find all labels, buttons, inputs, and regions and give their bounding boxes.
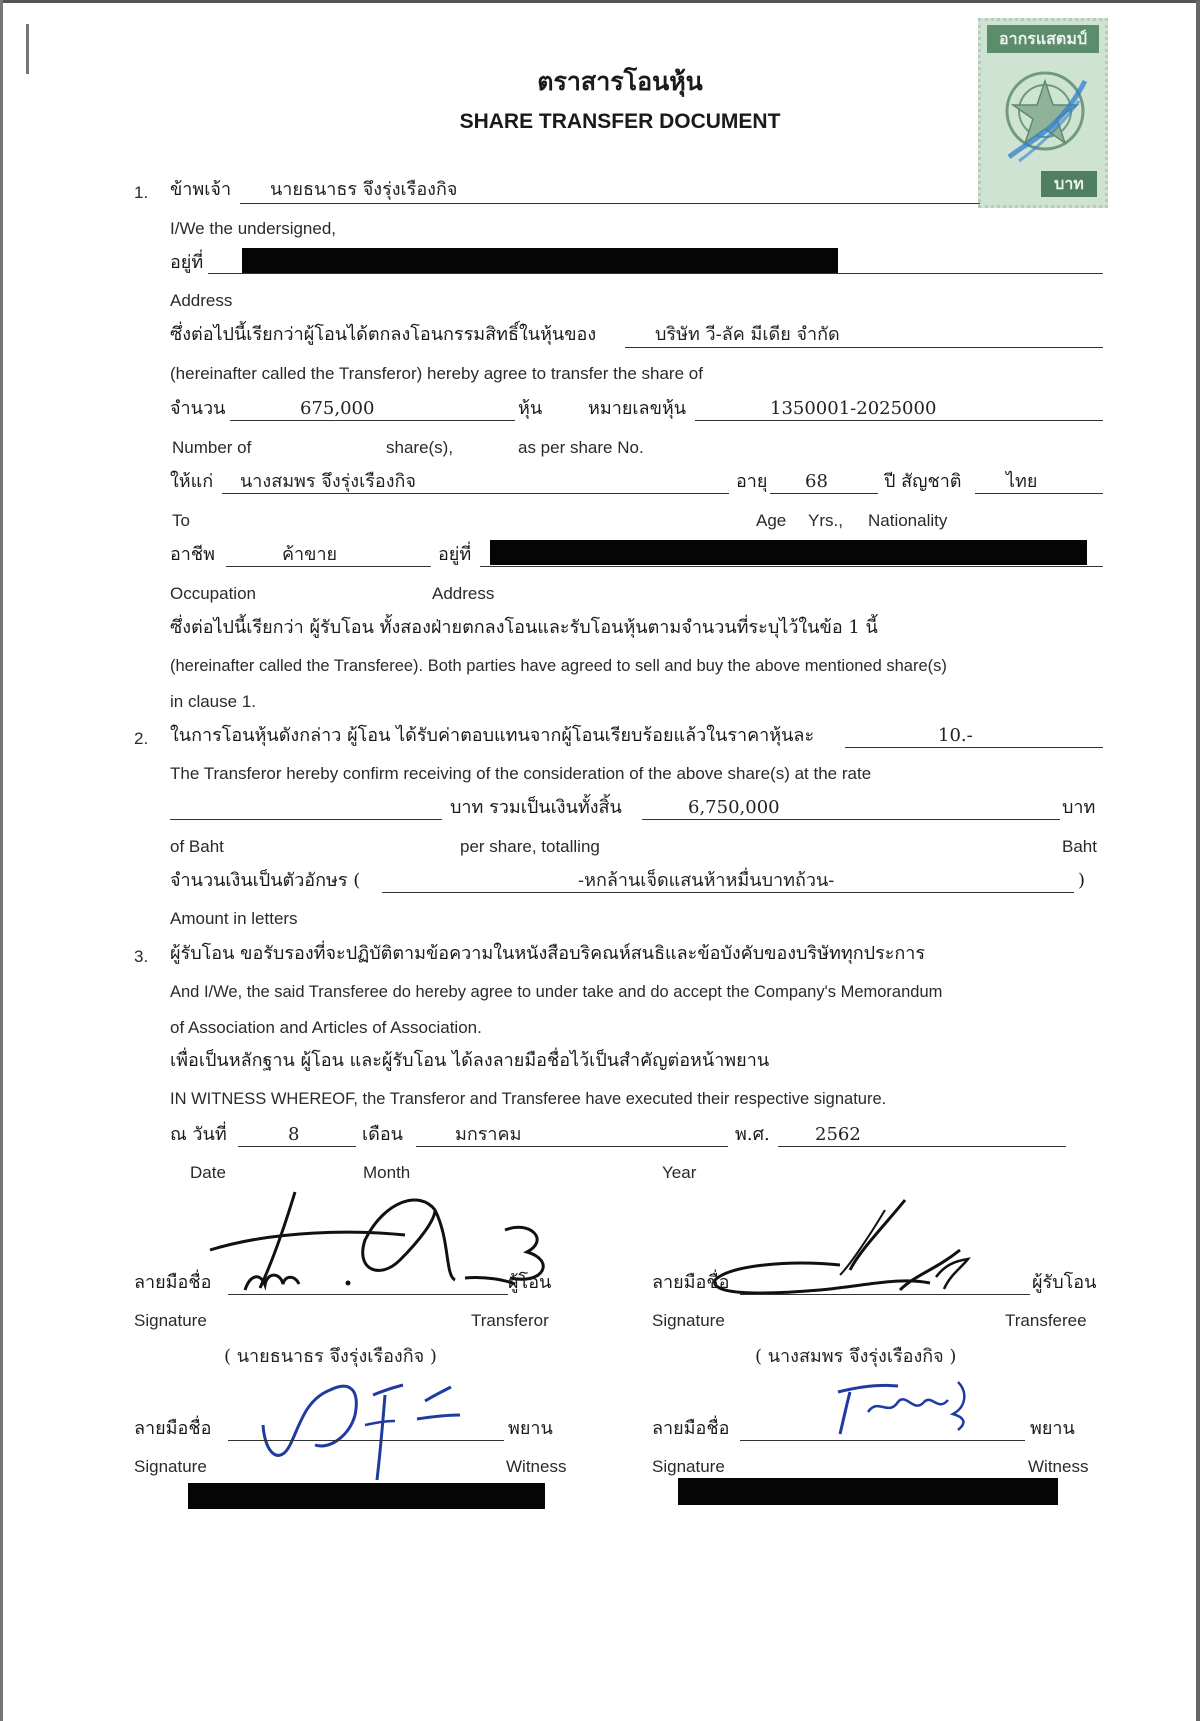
occupation-label-thai: อาชีพ xyxy=(170,544,215,565)
i-label-thai: ข้าพเจ้า xyxy=(170,179,232,200)
witness2-label-english: Witness xyxy=(1028,1457,1089,1476)
age-line xyxy=(770,493,878,494)
date-label-thai: ณ วันที่ xyxy=(170,1124,227,1145)
redacted-witness-1-name xyxy=(188,1483,545,1509)
witness-english: IN WITNESS WHEREOF, the Transferor and Transferee have executed their respective signature. xyxy=(170,1090,887,1108)
witness1-label-english: Witness xyxy=(506,1457,567,1476)
transferor-name-field: นายธนาธร จึงรุ่งเรืองกิจ xyxy=(270,179,458,200)
hereafter-transferor-english: (hereinafter called the Transferor) hereby agree to transfer the share of xyxy=(170,364,703,383)
years-nationality-thai: ปี สัญชาติ xyxy=(884,471,962,492)
transferee-signature-line xyxy=(740,1294,1030,1295)
witness-2-signature xyxy=(828,1372,988,1442)
address2-line xyxy=(480,566,1103,567)
share-number-field: 1350001-2025000 xyxy=(770,398,937,419)
agreement-english-1: And I/We, the said Transferee do hereby agree to under take and do accept the Company's Memorandum xyxy=(170,983,943,1001)
of-baht-english: of Baht xyxy=(170,837,224,856)
age-english: Age xyxy=(756,511,787,530)
sig-label-witness1-english: Signature xyxy=(134,1457,207,1476)
per-share-no-english: as per share No. xyxy=(518,438,644,457)
baht-total-thai: บาท รวมเป็นเงินทั้งสิ้น xyxy=(450,797,622,818)
company-name-field: บริษัท วี-ลัค มีเดีย จำกัด xyxy=(655,324,840,345)
witness-1-signature-line xyxy=(228,1440,504,1441)
baht-thai: บาท xyxy=(1062,797,1096,818)
month-english: Month xyxy=(363,1163,411,1182)
month-field: มกราคม xyxy=(455,1124,522,1145)
address2-english: Address xyxy=(432,584,495,603)
price-per-share-line xyxy=(845,747,1103,748)
month-label-thai: เดือน xyxy=(362,1124,403,1145)
company-name-line xyxy=(625,347,1103,348)
stamp-bottom-label: บาท xyxy=(1041,171,1097,197)
transferee-printed-name: ( นางสมพร จึงรุ่งเรืองกิจ ) xyxy=(755,1346,957,1367)
amount-letters-english: Amount in letters xyxy=(170,909,298,928)
frame-right-border xyxy=(1196,0,1200,1721)
amount-letters-field: -หกล้านเจ็ดแสนห้าหมื่นบาทถ้วน- xyxy=(578,870,835,891)
witness-2-signature-line xyxy=(740,1440,1025,1441)
transferee-clause-english: (hereinafter called the Transferee). Both parties have agreed to sell and buy the above mentioned share(s) xyxy=(170,657,947,675)
witness2-label-thai: พยาน xyxy=(1030,1418,1075,1439)
consideration-english: The Transferor hereby confirm receiving of the consideration of the above share(s) at the rate xyxy=(170,764,872,783)
transferor-label-english: Transferor xyxy=(471,1311,549,1330)
date-english: Date xyxy=(190,1163,226,1182)
witness-thai: เพื่อเป็นหลักฐาน ผู้โอน และผู้รับโอน ได้ลงลายมือชื่อไว้เป็นสำคัญต่อหน้าพยาน xyxy=(170,1050,770,1071)
amount-label-thai: จำนวน xyxy=(170,398,226,419)
transferee-signature xyxy=(700,1195,1020,1305)
share-no-label-thai: หมายเลขหุ้น xyxy=(588,398,687,419)
transferee-name-field: นางสมพร จึงรุ่งเรืองกิจ xyxy=(240,471,416,492)
share-count-field: 675,000 xyxy=(300,398,375,419)
price-per-share-field: 10.- xyxy=(938,725,973,746)
occupation-english: Occupation xyxy=(170,584,256,603)
baht-blank-line xyxy=(170,819,442,820)
year-english: Year xyxy=(662,1163,697,1182)
address-line xyxy=(208,273,1103,274)
month-line xyxy=(416,1146,728,1147)
hereafter-transferor-thai: ซึ่งต่อไปนี้เรียกว่าผู้โอนได้ตกลงโอนกรรมสิทธิ์ในหุ้นของ xyxy=(170,324,597,345)
frame-top-border xyxy=(0,0,1200,3)
transferee-label-english: Transferee xyxy=(1005,1311,1087,1330)
to-label-thai: ให้แก่ xyxy=(170,471,214,492)
transferor-name-line xyxy=(240,203,980,204)
transferor-label-thai: ผู้โอน xyxy=(508,1272,552,1293)
nationality-english: Nationality xyxy=(868,511,948,530)
section-1-number: 1. xyxy=(134,183,149,202)
sig-label-witness1-thai: ลายมือชื่อ xyxy=(134,1418,212,1439)
redacted-address-transferor xyxy=(242,248,838,273)
occupation-field: ค้าขาย xyxy=(282,544,338,565)
total-amount-line xyxy=(642,819,1060,820)
section-2-number: 2. xyxy=(134,729,149,748)
redacted-witness-2-name xyxy=(678,1478,1058,1505)
age-label-thai: อายุ xyxy=(736,471,768,492)
address-label-english: Address xyxy=(170,291,233,310)
witness-1-signature xyxy=(255,1375,475,1485)
day-line xyxy=(238,1146,356,1147)
share-count-line xyxy=(230,420,515,421)
transferee-label-thai: ผู้รับโอน xyxy=(1032,1272,1097,1293)
yrs-english: Yrs., xyxy=(808,511,843,530)
sig-label-transferor-english: Signature xyxy=(134,1311,207,1330)
redacted-address-transferee xyxy=(490,540,1087,565)
agreement-thai: ผู้รับโอน ขอรับรองที่จะปฏิบัติตามข้อความในหนังสือบริคณห์สนธิและข้อบังคับของบริษัททุกประการ xyxy=(170,943,926,964)
share-unit-thai: หุ้น xyxy=(518,398,543,419)
agreement-english-2: of Association and Articles of Association. xyxy=(170,1018,482,1037)
i-label-english: I/We the undersigned, xyxy=(170,219,337,238)
amount-letters-line xyxy=(382,892,1074,893)
in-clause-english: in clause 1. xyxy=(170,692,256,711)
baht-english: Baht xyxy=(1062,837,1097,856)
stamp-top-label: อากรแสตมป์ xyxy=(987,25,1099,53)
year-field: 2562 xyxy=(815,1124,861,1145)
section-3-number: 3. xyxy=(134,947,149,966)
amount-letters-thai: จำนวนเงินเป็นตัวอักษร ( xyxy=(170,870,361,891)
year-line xyxy=(778,1146,1066,1147)
shares-english: share(s), xyxy=(386,438,454,457)
transferor-signature-line xyxy=(228,1294,508,1295)
to-english: To xyxy=(172,511,190,530)
sig-label-transferee-english: Signature xyxy=(652,1311,725,1330)
sig-label-witness2-english: Signature xyxy=(652,1457,725,1476)
nationality-field: ไทย xyxy=(1006,471,1038,492)
document-title-english: SHARE TRANSFER DOCUMENT xyxy=(459,110,781,133)
occupation-line xyxy=(226,566,431,567)
frame-left-border xyxy=(0,0,3,1721)
year-label-thai: พ.ศ. xyxy=(735,1124,770,1145)
sig-label-witness2-thai: ลายมือชื่อ xyxy=(652,1418,730,1439)
total-amount-field: 6,750,000 xyxy=(688,797,780,818)
number-of-english: Number of xyxy=(172,438,252,457)
age-field: 68 xyxy=(805,471,828,492)
nationality-line xyxy=(975,493,1103,494)
share-number-line xyxy=(695,420,1103,421)
transferor-printed-name: ( นายธนาธร จึงรุ่งเรืองกิจ ) xyxy=(224,1346,437,1367)
consideration-thai: ในการโอนหุ้นดังกล่าว ผู้โอน ได้รับค่าตอบแทนจากผู้โอนเรียบร้อยแล้วในราคาหุ้นละ xyxy=(170,725,815,746)
transferee-name-line xyxy=(222,493,729,494)
address2-label-thai: อยู่ที่ xyxy=(438,544,472,565)
amount-letters-close: ) xyxy=(1078,870,1086,891)
document-title-thai: ตราสารโอนหุ้น xyxy=(537,67,703,96)
sig-label-transferor-thai: ลายมือชื่อ xyxy=(134,1272,212,1293)
address-label-thai: อยู่ที่ xyxy=(170,252,204,273)
transferee-clause-thai: ซึ่งต่อไปนี้เรียกว่า ผู้รับโอน ทั้งสองฝ่ายตกลงโอนและรับโอนหุ้นตามจำนวนที่ระบุไว้ในข้อ 1 นี้ xyxy=(170,617,878,638)
day-field: 8 xyxy=(288,1124,300,1145)
per-share-totalling-english: per share, totalling xyxy=(460,837,600,856)
witness1-label-thai: พยาน xyxy=(508,1418,553,1439)
sig-label-transferee-thai: ลายมือชื่อ xyxy=(652,1272,730,1293)
